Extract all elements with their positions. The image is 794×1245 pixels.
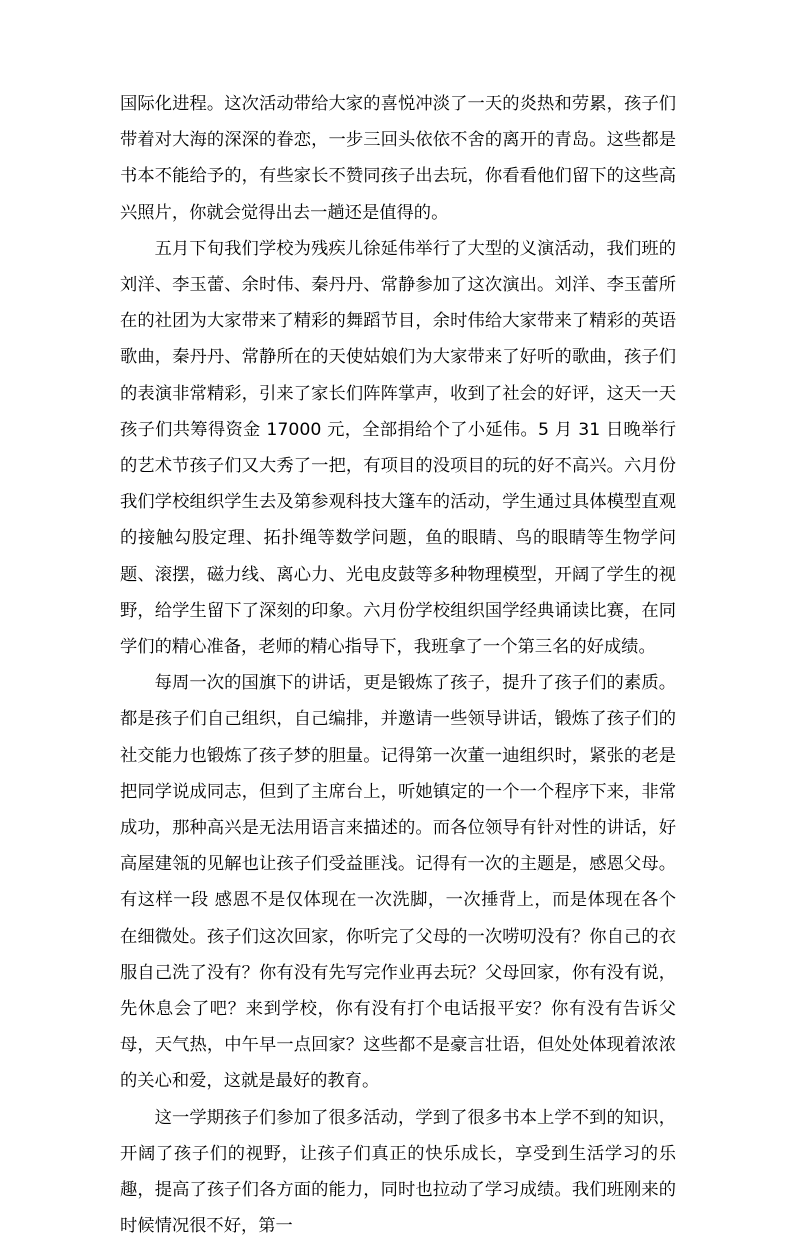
paragraph-charity-performance: 五月下旬我们学校为残疾儿徐延伟举行了大型的义演活动，我们班的刘洋、李玉蕾、余时伟、秦丹丹、常静参加了这次演出。刘洋、李玉蕾所在的社团为大家带来了精彩的舞蹈节目，余时伟给大家带来了精彩的英语歌曲，秦丹丹、常静所在的天使姑娘们为大家带来了好听的歌曲，孩子们的表演非常精彩，引来了家长们阵阵掌声，收到了社会的好评，这天一天孩子们共筹得资金 17000 元，全部捐给个了小延伟。5 月 31 日晚举行的艺术节孩子们又大秀了一把，有项目的没项目的玩的好不高兴。六月份我们学校组织学生去及第参观科技大篷车的活动，学生通过具体模型直观的接触勾股定理、拓扑绳等数学问题，鱼的眼睛、鸟的眼睛等生物学问题、滚摆，磁力线、离心力、光电皮鼓等多种物理模型，开阔了学生的视野，给学生留下了深刻的印象。六月份学校组织国学经典诵读比赛，在同学们的精心准备，老师的精心指导下，我班拿了一个第三名的好成绩。 [120, 238, 676, 658]
paragraph-continuation: 国际化进程。这次活动带给大家的喜悦冲淡了一天的炎热和劳累，孩子们带着对大海的深深的眷恋，一步三回头依依不舍的离开的青岛。这些都是书本不能给予的，有些家长不赞同孩子出去玩，你看看他们留下的这些高兴照片，你就会觉得出去一趟还是值得的。 [120, 94, 676, 223]
paragraph-semester-summary: 这一学期孩子们参加了很多活动，学到了很多书本上学不到的知识，开阔了孩子们的视野，让孩子们真正的快乐成长，享受到生活学习的乐趣，提高了孩子们各方面的能力，同时也拉动了学习成绩。我们班刚来的时候情况很不好，第一 [120, 1107, 676, 1237]
document-body [120, 86, 676, 1245]
paragraph-flag-speech: 每周一次的国旗下的讲话，更是锻炼了孩子，提升了孩子们的素质。都是孩子们自己组织，自己编排，并邀请一些领导讲话，锻炼了孩子们的社交能力也锻炼了孩子梦的胆量。记得第一次董一迪组织时，紧张的老是把同学说成同志，但到了主席台上，听她镇定的一个一个程序下来，非常成功，那种高兴是无法用语言来描述的。而各位领导有针对性的讲话，好高屋建瓴的见解也让孩子们受益匪浅。记得有一次的主题是，感恩父母。有这样一段 感恩不是仅体现在一次洗脚，一次捶背上，而是体现在各个在细微处。孩子们这次回家，你听完了父母的一次唠叨没有？你自己的衣服自己洗了没有？你有没有先写完作业再去玩？父母回家，你有没有说，先休息会了吧？来到学校，你有没有打个电话报平安？你有没有告诉父母，天气热，中午早一点回家？这些都不是豪言壮语，但处处体现着浓浓的关心和爱，这就是最好的教育。 [120, 673, 676, 1092]
